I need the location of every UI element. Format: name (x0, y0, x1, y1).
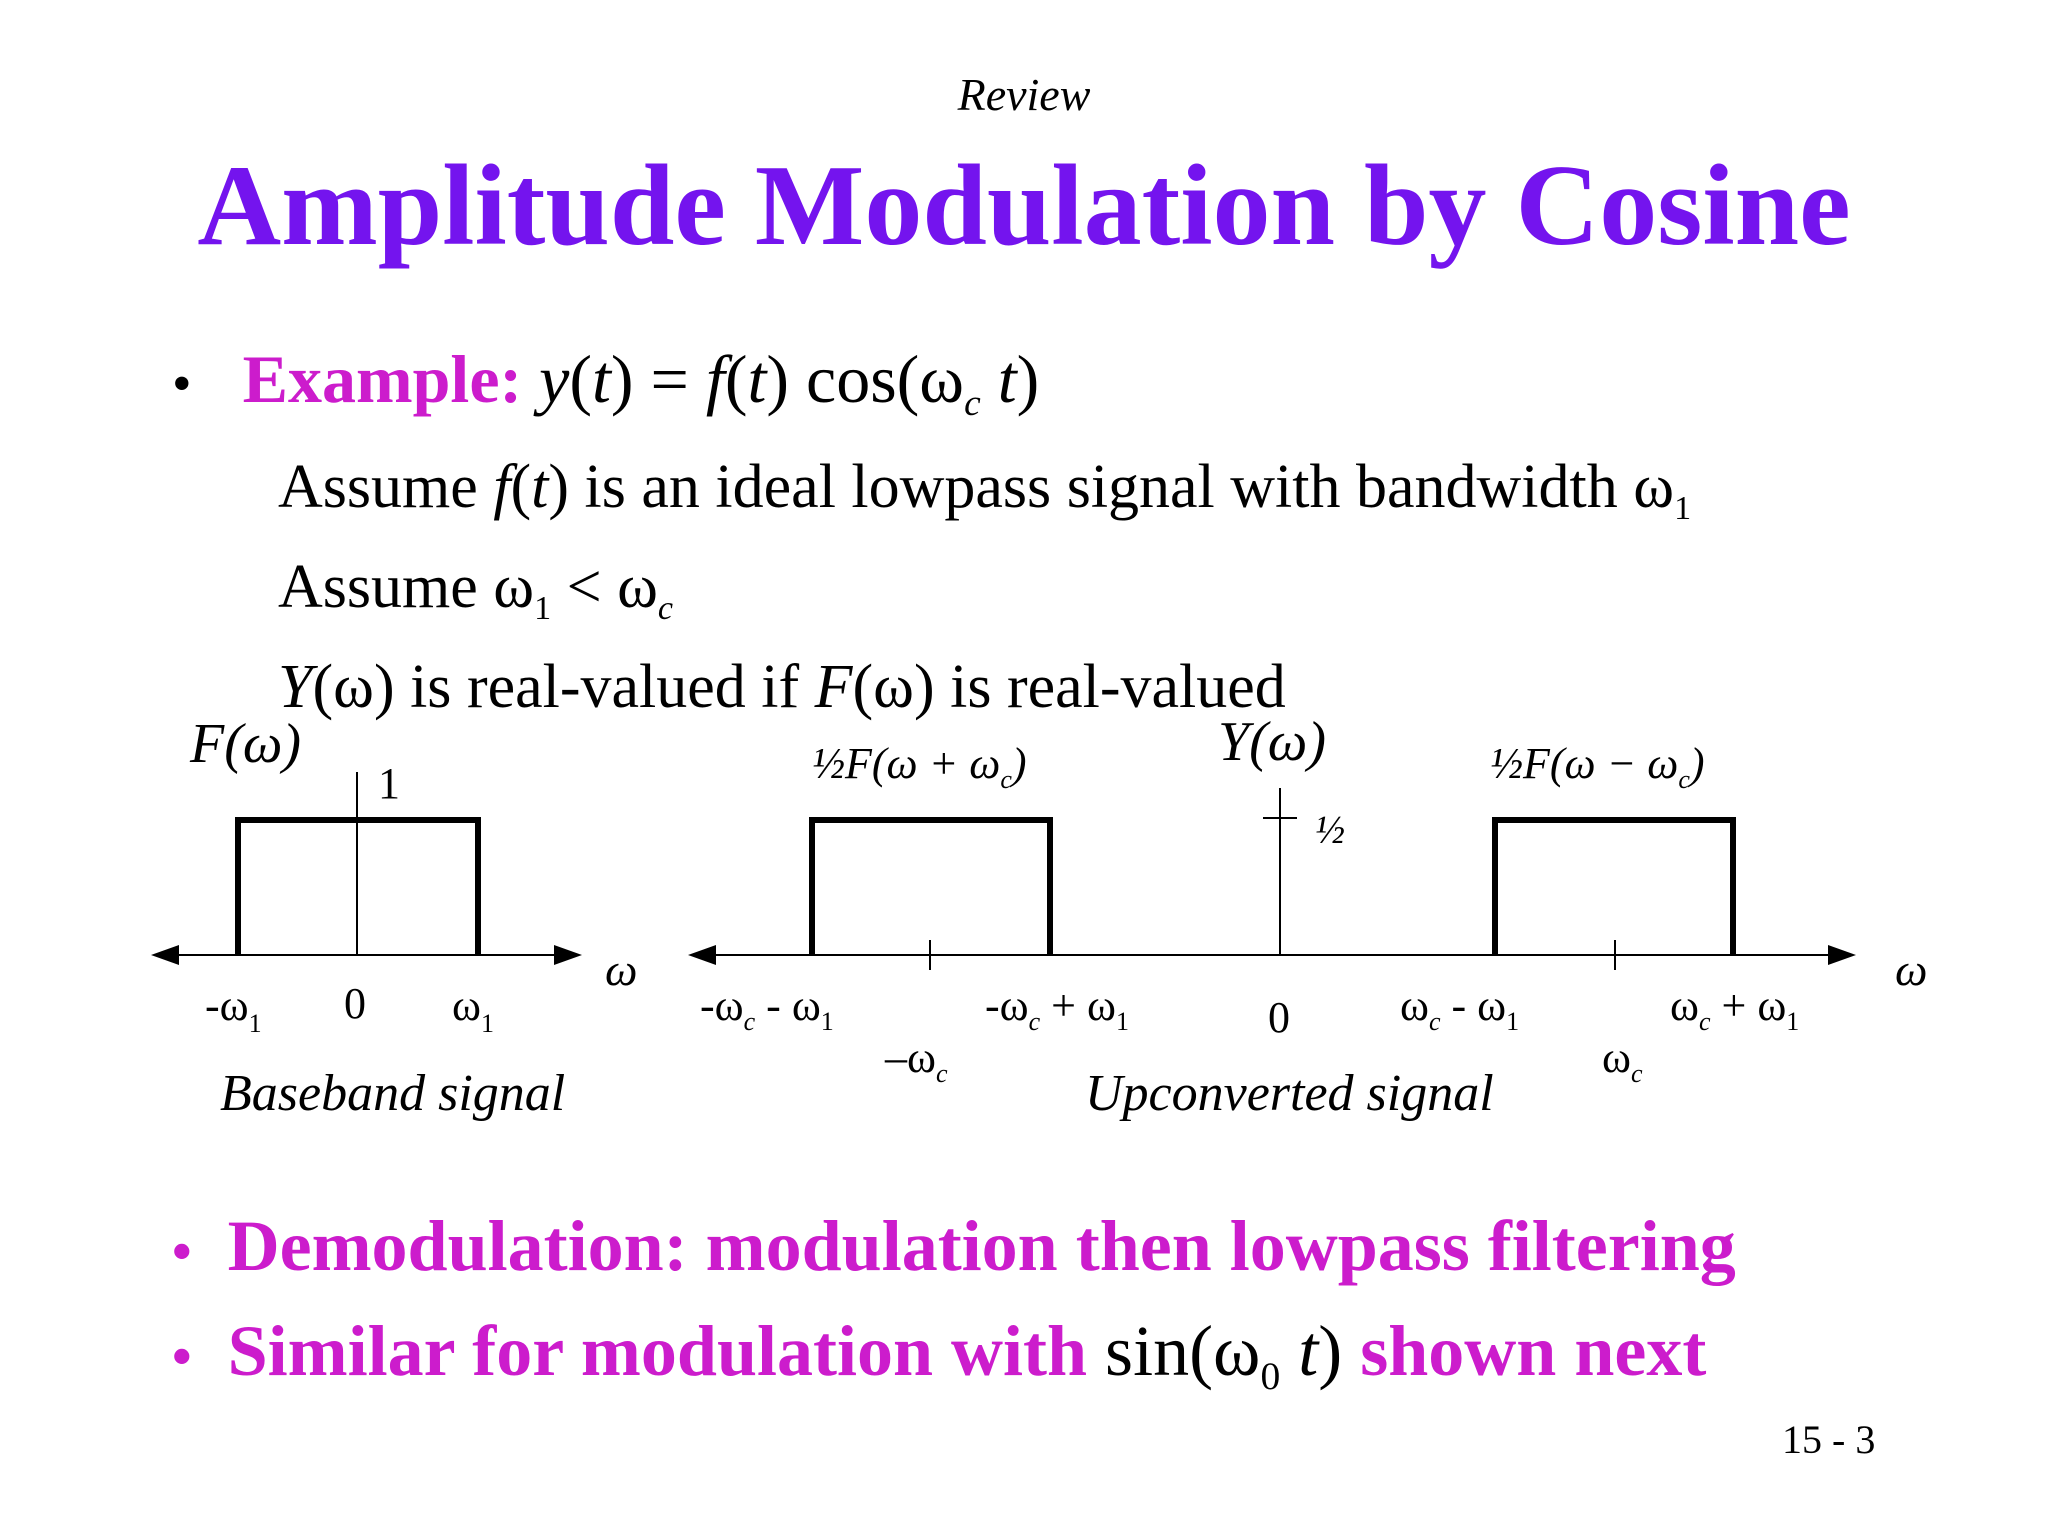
baseband-caption: Baseband signal (220, 1065, 566, 1122)
upconverted-amplitude: ½ (1315, 807, 1345, 852)
upconverted-caption: Upconverted signal (1085, 1065, 1494, 1122)
baseband-tick-zero: 0 (344, 979, 366, 1028)
bullet-dot: • (172, 353, 192, 415)
right-rect (1495, 820, 1733, 955)
baseband-plot (155, 713, 637, 1122)
upconverted-ylabel: Y(ω) (1218, 711, 1326, 773)
tick-wc-minus-w1: $\omega_c - \omega_1$ (1400, 981, 1520, 1036)
similar-bullet: • Similar for modulation with sin(ω0 t) shown next (172, 1311, 1707, 1398)
tick-neg-wc-minus-w1: $-\omega_c - \omega_1$ (700, 981, 834, 1036)
slide-title: Amplitude Modulation by Cosine (197, 142, 1851, 270)
tick-wc-plus-w1: $\omega_c + \omega_1$ (1670, 981, 1800, 1036)
tick-zero: 0 (1268, 993, 1290, 1042)
tick-neg-wc-plus-w1: $-\omega_c + \omega_1$ (985, 981, 1129, 1036)
demodulation-bullet: • Demodulation: modulation then lowpass filtering (172, 1206, 1736, 1286)
baseband-amplitude: 1 (378, 759, 400, 808)
assume-lowpass: Assume f(t) is an ideal lowpass signal with bandwidth ω1 (278, 453, 1692, 527)
assume-real-valued: Y(ω) is real-valued if F(ω) is real-valued (278, 653, 1286, 721)
page-number: 15 - 3 (1782, 1417, 1876, 1462)
baseband-axis-label: ω (605, 944, 638, 995)
bullet-dot: • (172, 1326, 192, 1388)
assume-bandwidth: Assume ω1 < ωc (278, 553, 674, 627)
baseband-tick-neg: $-\omega_1$ (205, 981, 262, 1038)
example-equation: y(t) = f(t) cos(ωc t) (539, 341, 1040, 425)
baseband-tick-pos: $\omega_1$ (452, 981, 494, 1038)
example-label: Example: (242, 341, 523, 417)
left-lobe-label: ½F(ω + $\omega_c$) (812, 739, 1027, 794)
upconverted-plot (692, 711, 1927, 1122)
left-rect (812, 820, 1050, 955)
tick-neg-wc: $-\omega_c$ (885, 1033, 948, 1088)
upconverted-axis-label: ω (1895, 944, 1928, 995)
tick-wc: $\omega_c$ (1602, 1033, 1643, 1088)
review-tag: Review (957, 69, 1091, 120)
bullet-dot: • (172, 1221, 192, 1283)
baseband-ylabel: F(ω) (190, 713, 302, 775)
right-lobe-label: ½F(ω − $\omega_c$) (1490, 739, 1705, 794)
